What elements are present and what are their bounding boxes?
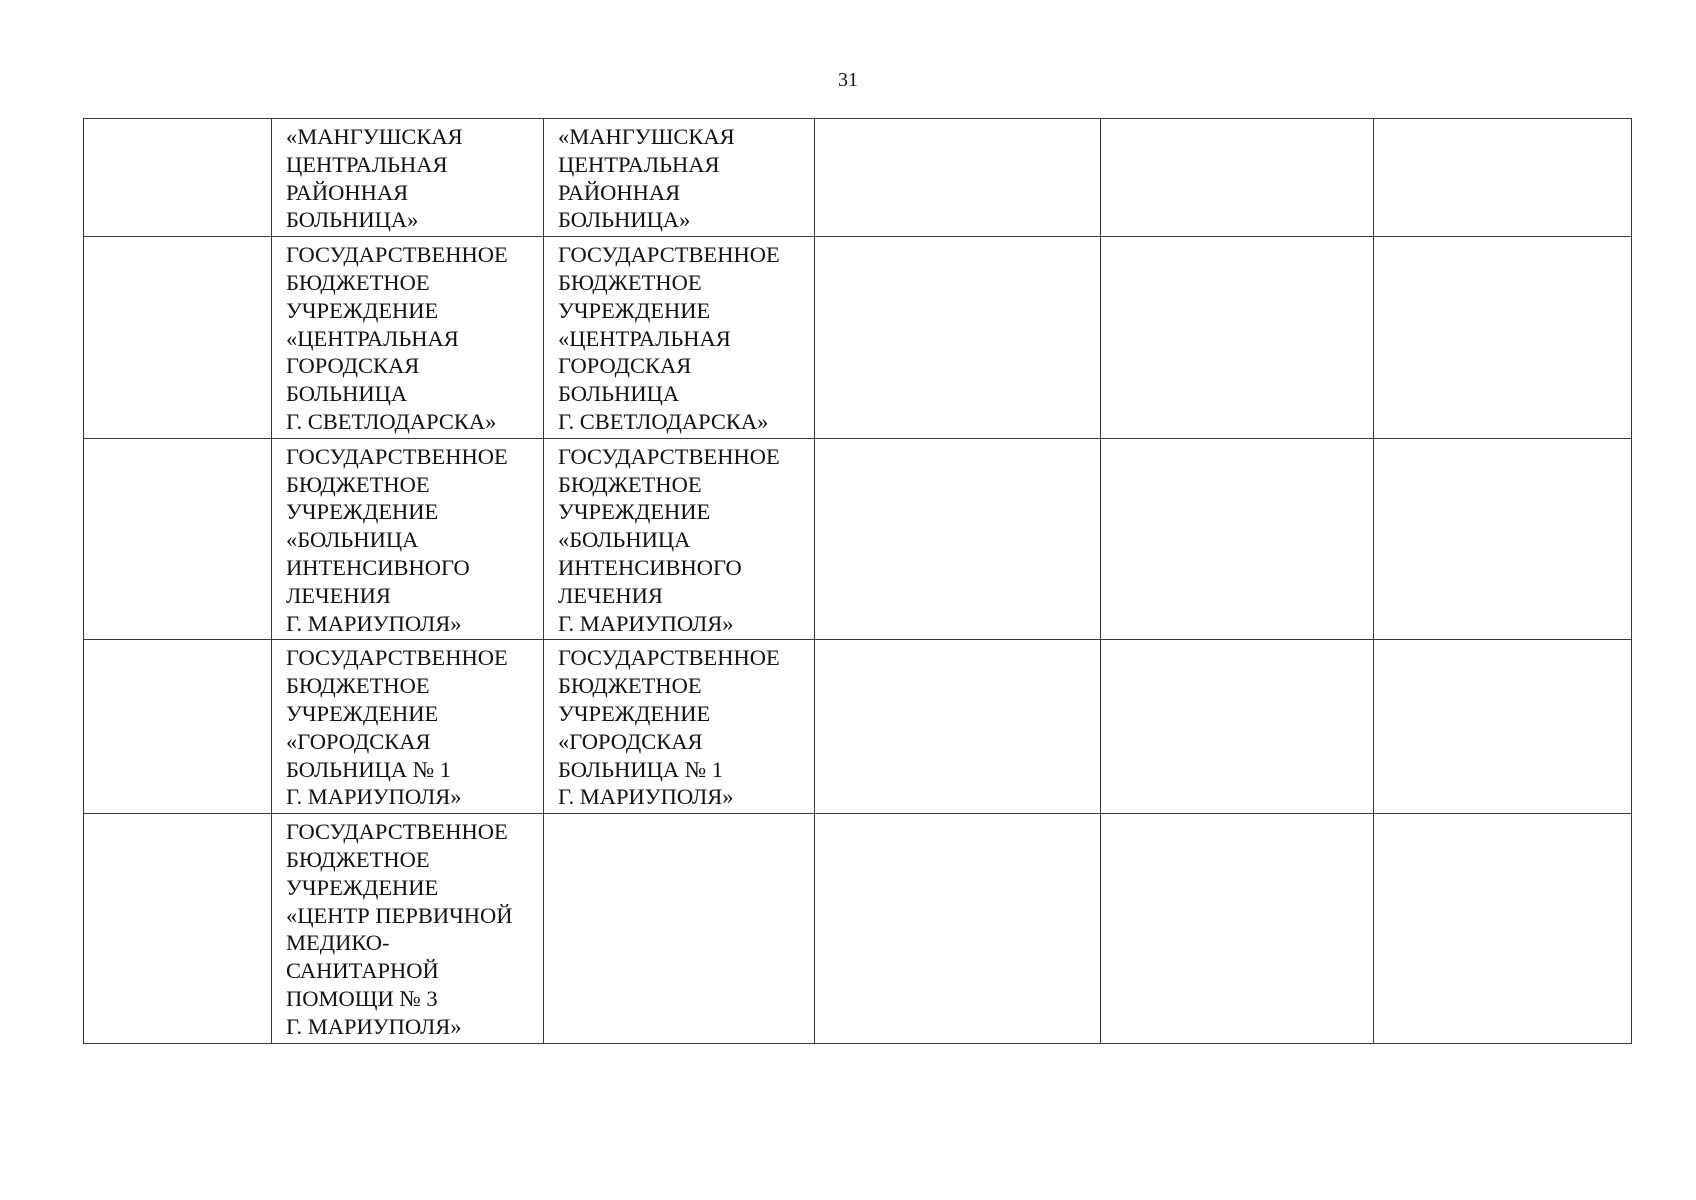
table-cell: ГОСУДАРСТВЕННОЕ БЮДЖЕТНОЕ УЧРЕЖДЕНИЕ «ЦЕНТРАЛЬНАЯ ГОРОДСКАЯ БОЛЬНИЦА Г. СВЕТЛОДАРСКА» (272, 237, 544, 439)
table-cell (815, 640, 1101, 814)
table-cell: ГОСУДАРСТВЕННОЕ БЮДЖЕТНОЕ УЧРЕЖДЕНИЕ «ГОРОДСКАЯ БОЛЬНИЦА № 1 Г. МАРИУПОЛЯ» (272, 640, 544, 814)
document-table (83, 118, 1632, 1044)
table-cell: «МАНГУШСКАЯ ЦЕНТРАЛЬНАЯ РАЙОННАЯ БОЛЬНИЦА» (544, 119, 815, 237)
table-row (84, 438, 1632, 640)
table-cell (84, 237, 272, 439)
table-cell (1374, 438, 1632, 640)
table-cell (84, 814, 272, 1043)
table-cell (1101, 438, 1374, 640)
table-cell: «МАНГУШСКАЯ ЦЕНТРАЛЬНАЯ РАЙОННАЯ БОЛЬНИЦА» (272, 119, 544, 237)
table-cell: ГОСУДАРСТВЕННОЕ БЮДЖЕТНОЕ УЧРЕЖДЕНИЕ «ЦЕНТРАЛЬНАЯ ГОРОДСКАЯ БОЛЬНИЦА Г. СВЕТЛОДАРСКА» (544, 237, 815, 439)
table-cell (1101, 814, 1374, 1043)
table-cell (815, 119, 1101, 237)
table-cell (84, 438, 272, 640)
table-cell: ГОСУДАРСТВЕННОЕ БЮДЖЕТНОЕ УЧРЕЖДЕНИЕ «БОЛЬНИЦА ИНТЕНСИВНОГО ЛЕЧЕНИЯ Г. МАРИУПОЛЯ» (272, 438, 544, 640)
table-cell (815, 237, 1101, 439)
table-cell: ГОСУДАРСТВЕННОЕ БЮДЖЕТНОЕ УЧРЕЖДЕНИЕ «ГОРОДСКАЯ БОЛЬНИЦА № 1 Г. МАРИУПОЛЯ» (544, 640, 815, 814)
table-cell (1374, 640, 1632, 814)
table-cell (1101, 119, 1374, 237)
table-cell (1374, 119, 1632, 237)
table-cell: ГОСУДАРСТВЕННОЕ БЮДЖЕТНОЕ УЧРЕЖДЕНИЕ «ЦЕНТР ПЕРВИЧНОЙ МЕДИКО- САНИТАРНОЙ ПОМОЩИ № 3 Г. МАРИУПОЛЯ» (272, 814, 544, 1043)
table-cell (1374, 237, 1632, 439)
table-cell (1101, 237, 1374, 439)
table-row (84, 237, 1632, 439)
table-cell (815, 438, 1101, 640)
table-cell (815, 814, 1101, 1043)
table-cell (84, 640, 272, 814)
table-cell (84, 119, 272, 237)
table-row (84, 814, 1632, 1043)
table-cell (1101, 640, 1374, 814)
page-number: 31 (838, 69, 858, 91)
table-cell: ГОСУДАРСТВЕННОЕ БЮДЖЕТНОЕ УЧРЕЖДЕНИЕ «БОЛЬНИЦА ИНТЕНСИВНОГО ЛЕЧЕНИЯ Г. МАРИУПОЛЯ» (544, 438, 815, 640)
table-row (84, 119, 1632, 237)
table-cell (544, 814, 815, 1043)
table-row (84, 640, 1632, 814)
table-cell (1374, 814, 1632, 1043)
